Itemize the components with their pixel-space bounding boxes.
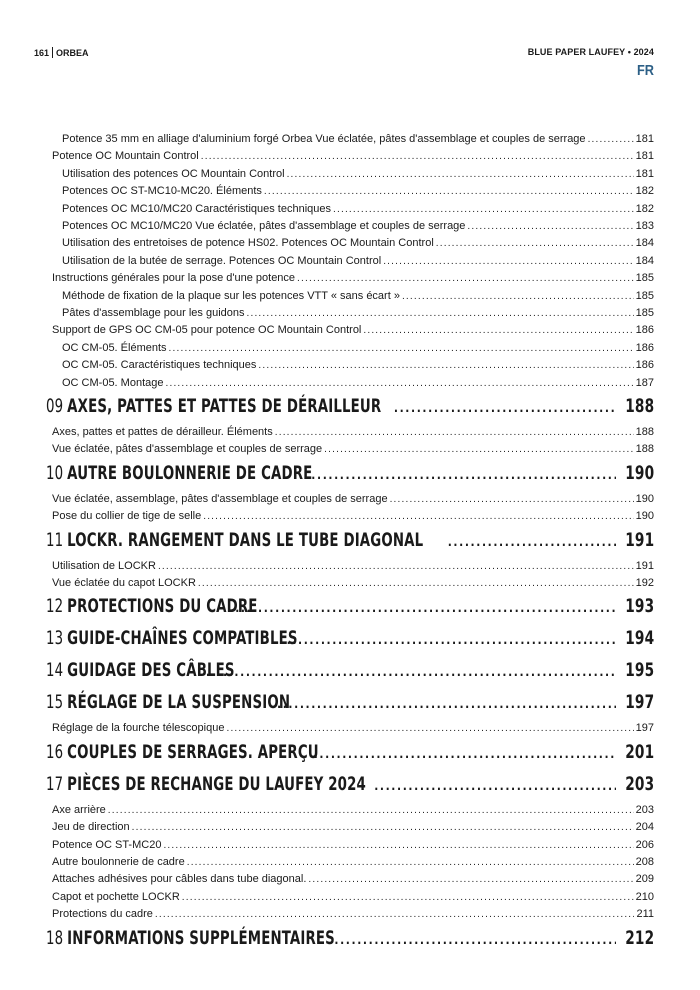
toc-chapter[interactable]: [46, 627, 654, 651]
toc-page-number: 212: [624, 926, 654, 949]
toc-entry[interactable]: [52, 425, 654, 440]
toc-entry[interactable]: [52, 721, 654, 736]
toc-page-number: 191: [635, 559, 654, 572]
toc-chapter[interactable]: [46, 595, 654, 619]
toc-entry-title: Potences OC MC10/MC20 Caractéristiques techniques: [62, 202, 332, 215]
toc-entry[interactable]: [52, 803, 654, 818]
dot-leader: [264, 185, 634, 199]
toc-entry[interactable]: [62, 202, 654, 217]
toc-entry-title: Réglage de la fourche télescopique: [52, 722, 225, 735]
toc-entry-title: OC CM-05. Éléments: [62, 341, 167, 354]
chapter-number: 17: [46, 772, 64, 795]
dot-leader: [203, 510, 633, 524]
toc-page-number: 203: [624, 772, 654, 795]
toc-page-number: 191: [624, 528, 654, 551]
toc-entry-title: Axe arrière: [52, 803, 106, 816]
chapter-title: PIÈCES DE RECHANGE DU LAUFEY 2024: [67, 772, 366, 795]
toc-page-number: 201: [624, 740, 654, 763]
chapter-number: 15: [46, 691, 64, 714]
dot-leader: [206, 661, 616, 683]
toc-page-number: 181: [635, 150, 654, 163]
dot-leader: [334, 929, 615, 951]
toc-entry-title: [46, 627, 298, 649]
toc-entry[interactable]: [62, 341, 654, 356]
toc-entry-title: Vue éclatée, assemblage, pâtes d'assemblage et couples de serrage: [52, 492, 388, 505]
page-number: 161: [34, 47, 50, 58]
toc-page-number: 204: [635, 821, 654, 834]
toc-entry[interactable]: [62, 219, 654, 234]
toc-entry-title: Pâtes d'assemblage pour les guidons: [62, 307, 245, 319]
toc-page-number: 190: [635, 492, 654, 505]
toc-page-number: 186: [635, 359, 654, 372]
toc-page-number: 181: [635, 167, 654, 180]
toc-page-number: 211: [636, 908, 654, 921]
toc-entry-title: Jeu de direction: [52, 821, 130, 834]
toc-chapter[interactable]: [46, 462, 654, 486]
toc-entry-title: Potences OC ST-MC10-MC20. Éléments: [62, 185, 262, 198]
dot-leader: [108, 804, 634, 818]
toc-entry[interactable]: [62, 358, 654, 373]
dot-leader: [394, 397, 616, 419]
toc-entry[interactable]: [62, 254, 654, 269]
toc-entry-title: Autre boulonnerie de cadre: [52, 856, 185, 868]
toc-entry-title: Protections du cadre: [52, 908, 153, 921]
toc-entry-title: OC CM-05. Caractéristiques techniques: [62, 359, 257, 372]
chapter-title: GUIDAGE DES CÂBLES: [67, 659, 235, 682]
dot-leader: [390, 493, 634, 507]
chapter-title: INFORMATIONS SUPPLÉMENTAIRES: [67, 926, 335, 949]
toc-entry[interactable]: [62, 289, 654, 304]
toc-chapter[interactable]: [46, 529, 654, 553]
toc-page-number: 181: [635, 133, 654, 145]
dot-leader: [158, 560, 634, 574]
chapter-number: 10: [46, 461, 64, 484]
toc-entry[interactable]: [52, 838, 654, 853]
toc-entry-title: Méthode de fixation de la plaque sur les potences VTT « sans écart »: [62, 289, 400, 302]
toc-entry-title: Potence OC Mountain Control: [52, 150, 199, 163]
toc-page-number: 193: [624, 595, 654, 618]
chapter-number: 09: [46, 395, 64, 417]
toc-entry-title: [46, 691, 290, 713]
toc-entry-title: Axes, pattes et pattes de dérailleur. Éléments: [52, 426, 273, 438]
running-header-left: [34, 47, 89, 58]
dot-leader: [198, 577, 634, 591]
toc-chapter[interactable]: [46, 927, 654, 951]
toc-entry[interactable]: [52, 855, 654, 870]
toc-entry[interactable]: [52, 890, 654, 905]
toc-entry-title: Vue éclatée, pâtes d'assemblage et couples de serrage: [52, 443, 323, 456]
dot-leader: [247, 307, 634, 321]
toc-entry[interactable]: [52, 271, 654, 286]
dot-leader: [169, 342, 634, 356]
chapter-title: LOCKR. RANGEMENT DANS LE TUBE DIAGONAL: [67, 528, 424, 551]
document-title: BLUE PAPER LAUFEY • 2024: [527, 47, 654, 57]
toc-page-number: 185: [635, 289, 654, 302]
toc-entry-title: [46, 927, 335, 949]
toc-entry-title: [46, 462, 312, 484]
toc-entry[interactable]: [62, 306, 654, 321]
dot-leader: [324, 443, 633, 457]
toc-entry-title: Utilisation des potences OC Mountain Control: [62, 167, 285, 180]
chapter-number: 16: [46, 740, 64, 763]
toc-entry-title: [46, 659, 235, 681]
toc-page-number: 182: [635, 185, 654, 198]
toc-page-number: 188: [624, 395, 654, 417]
dot-leader: [436, 237, 634, 251]
toc-page-number: 187: [635, 376, 654, 389]
toc-page-number: 209: [635, 873, 654, 886]
chapter-number: 12: [46, 595, 64, 618]
toc-entry-title: Capot et pochette LOCKR: [52, 890, 180, 903]
toc-page-number: 182: [635, 202, 654, 215]
dot-leader: [287, 168, 634, 182]
toc-entry-title: Potences OC MC10/MC20 Vue éclatée, pâtes d'assemblage et couples de serrage: [62, 220, 466, 232]
toc-page-number: 190: [635, 510, 654, 523]
toc-entry-title: Vue éclatée du capot LOCKR: [52, 577, 196, 589]
toc-entry-title: Instructions générales pour la pose d'une potence: [52, 272, 296, 285]
toc-page-number: 195: [624, 659, 654, 682]
toc-page-number: 186: [635, 341, 654, 354]
dot-leader: [363, 324, 633, 338]
toc-entry[interactable]: [62, 132, 654, 147]
dot-leader: [277, 693, 616, 715]
dot-leader: [235, 597, 616, 619]
dot-leader: [383, 255, 633, 269]
toc-entry-title: Support de GPS OC CM-05 pour potence OC Mountain Control: [52, 324, 362, 337]
toc-page-number: 188: [635, 443, 654, 456]
toc-page-number: 203: [635, 803, 654, 816]
toc-entry[interactable]: [62, 236, 654, 251]
toc-entry[interactable]: [52, 907, 654, 922]
toc-entry-title: [46, 529, 423, 551]
dot-leader: [226, 722, 633, 736]
chapter-number: 14: [46, 659, 64, 682]
toc-entry-title: Attaches adhésives pour câbles dans tube diagonal.: [52, 873, 307, 886]
chapter-number: 13: [46, 627, 64, 650]
toc-page-number: 197: [635, 722, 654, 735]
toc-page-number: 208: [635, 856, 654, 868]
toc-entry-title: Utilisation de LOCKR: [52, 559, 156, 572]
chapter-title: GUIDE-CHAÎNES COMPATIBLES: [67, 627, 298, 650]
chapter-title: RÉGLAGE DE LA SUSPENSION: [67, 691, 291, 714]
chapter-number: 11: [46, 528, 64, 551]
toc-entry[interactable]: [52, 559, 654, 574]
toc-entry-title: [46, 595, 258, 617]
dot-leader: [182, 891, 634, 905]
dot-leader: [275, 426, 634, 440]
toc-entry[interactable]: [52, 323, 654, 338]
toc-page-number: 194: [624, 627, 654, 650]
toc-entry-title: OC CM-05. Montage: [62, 376, 164, 389]
toc-page-number: 197: [624, 691, 654, 714]
dot-leader: [165, 377, 633, 391]
toc-page-number: 188: [635, 426, 654, 438]
dot-leader: [306, 464, 616, 486]
dot-leader: [374, 775, 616, 797]
toc-entry-title: Potence OC ST-MC20: [52, 838, 162, 851]
dot-leader: [155, 908, 635, 922]
toc-page-number: 190: [624, 461, 654, 484]
dot-leader: [588, 133, 634, 147]
dot-leader: [402, 290, 634, 304]
chapter-title: PROTECTIONS DU CADRE: [67, 595, 258, 618]
toc-entry[interactable]: [52, 492, 654, 507]
chapter-number: 18: [46, 926, 64, 949]
toc-page-number: 183: [635, 220, 654, 232]
header-divider: [52, 47, 53, 58]
toc-chapter[interactable]: [46, 741, 654, 765]
toc-entry-title: [46, 395, 381, 417]
toc-entry[interactable]: [52, 576, 654, 591]
toc-entry[interactable]: [52, 149, 654, 164]
toc-entry[interactable]: [62, 184, 654, 199]
chapter-title: COUPLES DE SERRAGES. APERÇU: [67, 740, 319, 763]
brand-name: ORBEA: [56, 47, 89, 58]
dot-leader: [187, 856, 634, 870]
toc-chapter[interactable]: [46, 395, 654, 419]
dot-leader: [308, 873, 633, 887]
toc-entry-title: [46, 741, 319, 763]
toc-entry-title: Potence 35 mm en alliage d'aluminium forgé Orbea Vue éclatée, pâtes d'assemblage et couples de serrage: [62, 133, 586, 145]
toc-entry[interactable]: [62, 376, 654, 391]
toc-entry-title: Pose du collier de tige de selle: [52, 510, 202, 523]
dot-leader: [258, 359, 633, 373]
toc-chapter[interactable]: [46, 773, 654, 797]
toc-entry[interactable]: [52, 442, 654, 457]
chapter-title: AUTRE BOULONNERIE DE CADRE: [67, 461, 313, 484]
dot-leader: [201, 150, 634, 164]
dot-leader: [163, 839, 633, 853]
toc-page-number: 184: [635, 254, 654, 267]
toc-page-number: 185: [635, 272, 654, 285]
toc-entry[interactable]: [62, 167, 654, 182]
toc-chapter[interactable]: [46, 659, 654, 683]
toc-page-number: 184: [635, 237, 654, 250]
toc-page-number: 186: [635, 324, 654, 337]
language-code: FR: [637, 62, 654, 79]
toc-page-number: 206: [635, 838, 654, 851]
toc-page-number: 210: [635, 890, 654, 903]
toc-page-number: 185: [635, 307, 654, 319]
toc-entry[interactable]: [52, 509, 654, 524]
dot-leader: [467, 220, 633, 234]
toc-entry-title: [46, 773, 366, 795]
toc-entry[interactable]: [52, 872, 654, 887]
dot-leader: [297, 272, 634, 286]
chapter-title: AXES, PATTES ET PATTES DE DÉRAILLEUR: [67, 395, 382, 417]
toc-entry-title: Utilisation des entretoises de potence HS02. Potences OC Mountain Control: [62, 237, 434, 250]
dot-leader: [314, 743, 616, 765]
toc-entry-title: Utilisation de la butée de serrage. Potences OC Mountain Control: [62, 254, 382, 267]
toc-entry[interactable]: [52, 820, 654, 835]
dot-leader: [287, 629, 616, 651]
dot-leader: [448, 531, 616, 553]
toc-page-number: 192: [635, 577, 654, 589]
dot-leader: [132, 821, 634, 835]
dot-leader: [333, 203, 634, 217]
toc-chapter[interactable]: [46, 691, 654, 715]
